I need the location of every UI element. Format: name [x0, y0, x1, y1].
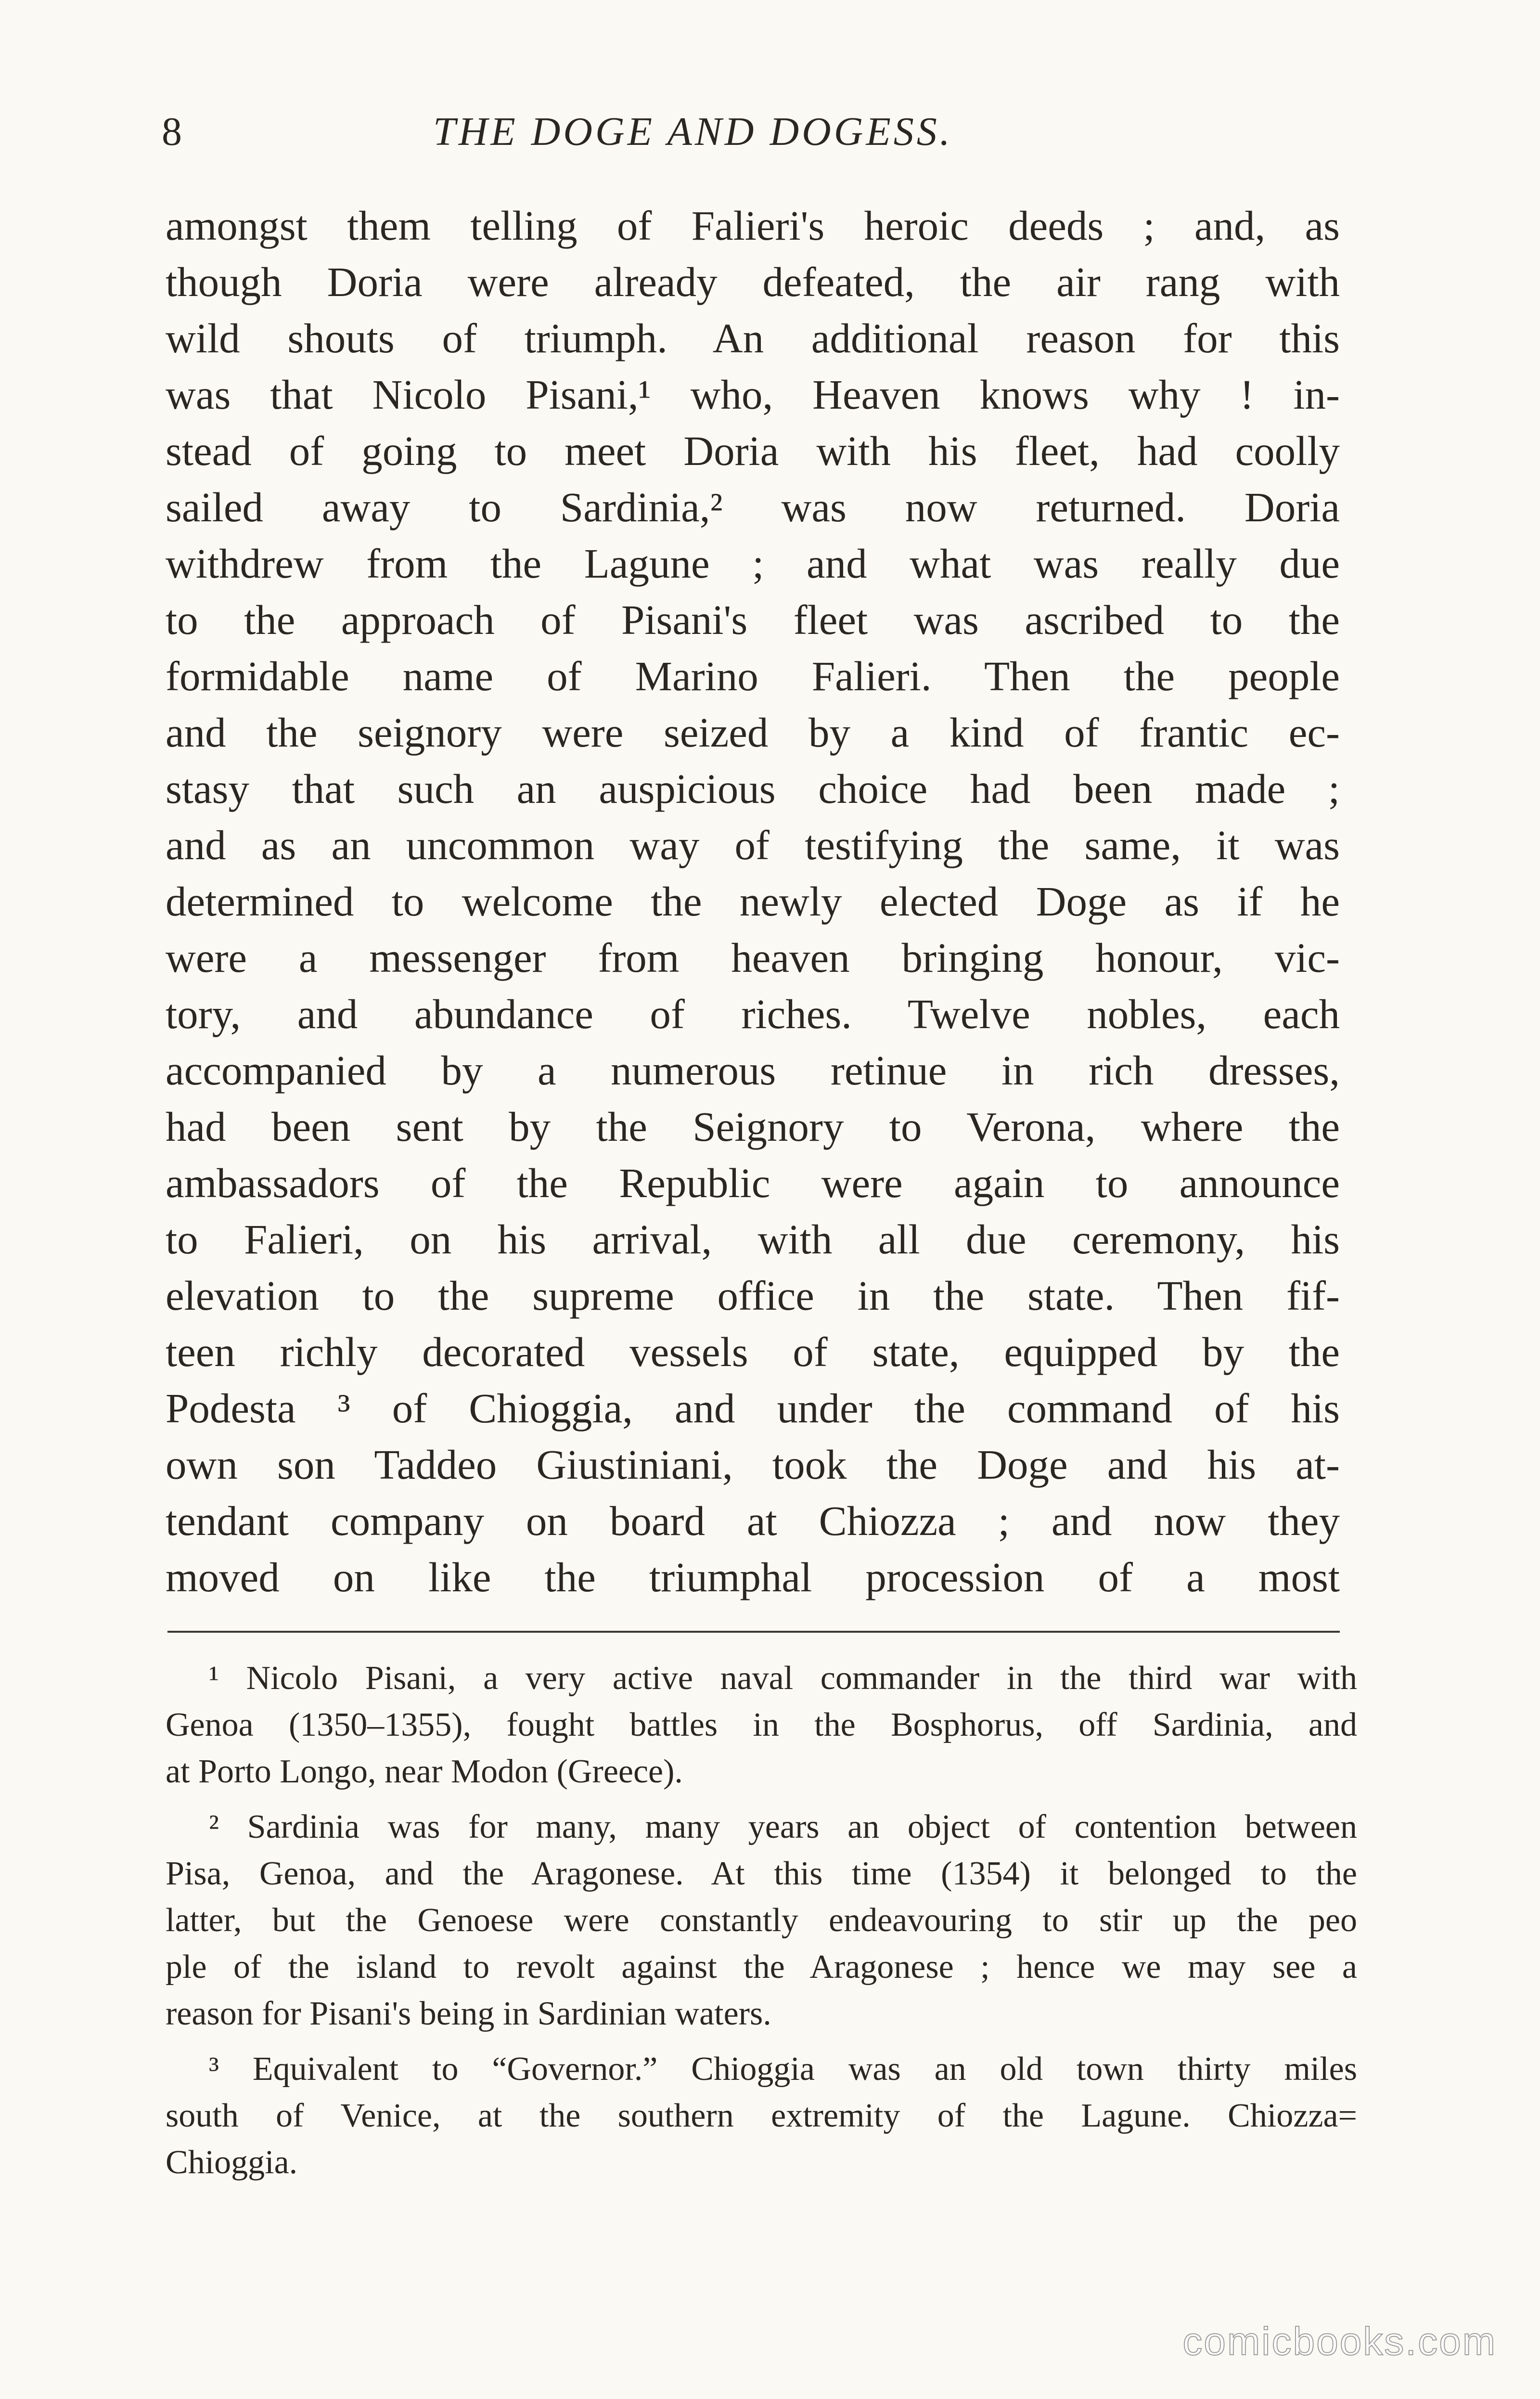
footnote-line: ³ Equivalent to “Governor.” Chioggia was an old town thirty miles: [209, 2051, 1357, 2088]
body-line: was that Nicolo Pisani,¹ who, Heaven knows why ! in-: [166, 371, 1340, 418]
footnote-line: ¹ Nicolo Pisani, a very active naval commander in the third war with: [209, 1660, 1357, 1697]
footnote-line: south of Venice, at the southern extremity of the Lagune. Chiozza=: [166, 2097, 1357, 2134]
footnote-line: ² Sardinia was for many, many years an object of contention between: [209, 1808, 1357, 1845]
footnote-1: [166, 1655, 1357, 1795]
body-line: ambassadors of the Republic were again to announce: [166, 1160, 1340, 1206]
body-line: tendant company on board at Chiozza ; and now they: [166, 1497, 1340, 1544]
body-line: withdrew from the Lagune ; and what was really due: [166, 540, 1340, 587]
running-title: THE DOGE AND DOGESS.: [433, 109, 953, 154]
footnote-divider: [167, 1631, 1340, 1633]
body-text: [166, 197, 1340, 1605]
footnote-line: ple of the island to revolt against the Aragonese ; hence we may see a: [166, 1948, 1357, 1986]
body-line: and as an uncommon way of testifying the same, it was: [166, 822, 1340, 868]
body-line: to the approach of Pisani's fleet was ascribed to the: [166, 596, 1340, 643]
body-line: to Falieri, on his arrival, with all due ceremony, his: [166, 1216, 1340, 1263]
body-line: formidable name of Marino Falieri. Then the people: [166, 653, 1340, 699]
body-line: accompanied by a numerous retinue in rich dresses,: [166, 1047, 1340, 1094]
page-number: 8: [162, 109, 182, 154]
body-line: and the seignory were seized by a kind of frantic ec-: [166, 709, 1340, 756]
body-line: Podesta ³ of Chioggia, and under the command of his: [166, 1385, 1340, 1432]
footnote-2: [166, 1804, 1357, 2037]
body-line: stead of going to meet Doria with his fleet, had coolly: [166, 427, 1340, 474]
body-line: teen richly decorated vessels of state, equipped by the: [166, 1328, 1340, 1375]
footnote-line: Chioggia.: [166, 2144, 298, 2181]
body-line: though Doria were already defeated, the air rang with: [166, 258, 1340, 305]
body-line: were a messenger from heaven bringing honour, vic-: [166, 934, 1340, 981]
body-line: determined to welcome the newly elected Doge as if he: [166, 878, 1340, 925]
footnote-line: at Porto Longo, near Modon (Greece).: [166, 1753, 683, 1790]
body-line: stasy that such an auspicious choice had been made ;: [166, 765, 1340, 812]
footnote-line: latter, but the Genoese were constantly endeavouring to stir up the peo: [166, 1902, 1357, 1939]
body-line: amongst them telling of Falieri's heroic deeds ; and, as: [166, 202, 1340, 249]
body-line: tory, and abundance of riches. Twelve nobles, each: [166, 991, 1340, 1037]
body-line: own son Taddeo Giustiniani, took the Doge and his at-: [166, 1441, 1340, 1488]
body-line: sailed away to Sardinia,² was now returned. Doria: [166, 484, 1340, 530]
footnote-line: reason for Pisani's being in Sardinian waters.: [166, 1995, 771, 2032]
body-line: moved on like the triumphal procession of a most: [166, 1554, 1340, 1600]
body-line: elevation to the supreme office in the state. Then fif-: [166, 1272, 1340, 1319]
body-line: had been sent by the Seignory to Verona, where the: [166, 1103, 1340, 1150]
footnote-3: [166, 2046, 1357, 2186]
body-line: wild shouts of triumph. An additional reason for this: [166, 315, 1340, 361]
footnote-line: Pisa, Genoa, and the Aragonese. At this time (1354) it belonged to the: [166, 1855, 1357, 1892]
watermark: comicbooks.com: [1182, 2320, 1497, 2363]
footnotes: [166, 1655, 1357, 2186]
footnote-line: Genoa (1350–1355), fought battles in the Bosphorus, off Sardinia, and: [166, 1706, 1357, 1743]
